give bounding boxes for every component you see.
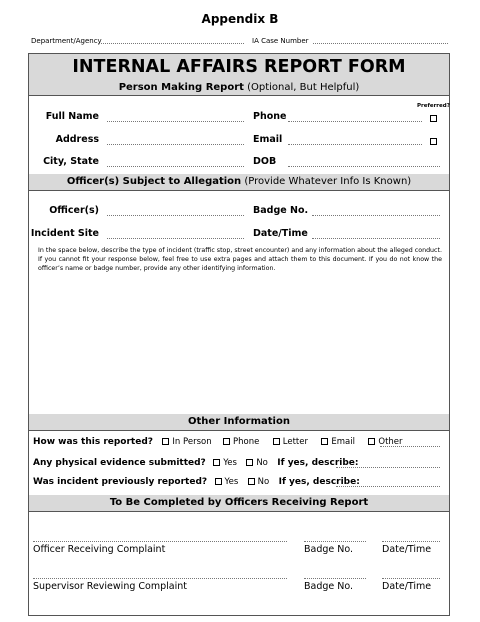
officer-receiving-badge-label: Badge No. (304, 544, 354, 555)
dob-field[interactable] (288, 166, 440, 167)
city-state-label: City, State (43, 156, 99, 167)
form-title: INTERNAL AFFAIRS REPORT FORM (29, 54, 449, 80)
email-field[interactable] (288, 144, 422, 145)
phone-option-label: Phone (233, 437, 260, 447)
previous-no-label: No (257, 477, 270, 487)
supervisor-badge-label: Badge No. (304, 581, 354, 592)
officer-receiving-label: Officer Receiving Complaint (33, 544, 166, 555)
phone-field[interactable] (288, 121, 422, 122)
dob-label: DOB (253, 156, 277, 167)
incident-instructions: In the space below, describe the type of incident (traffic stop, street encounter) and any information about the alleged conduct. If you cannot fit your response below, feel free to use extra pages and attach them to this document. If you do not know the officer’s name or badge number, provide any other identifying information. (38, 247, 442, 272)
email-preferred-checkbox[interactable] (430, 138, 437, 145)
previous-describe-field[interactable] (336, 486, 440, 487)
appendix-heading: Appendix B (201, 12, 279, 26)
supervisor-reviewing-label: Supervisor Reviewing Complaint (33, 581, 187, 592)
supervisor-badge-line[interactable] (304, 578, 366, 579)
supervisor-date-line[interactable] (382, 578, 440, 579)
supervisor-date-label: Date/Time (382, 581, 432, 592)
phone-label: Phone (253, 111, 287, 122)
badge-no-field[interactable] (312, 215, 440, 216)
case-number-label: IA Case Number (252, 37, 309, 45)
officer-receiving-badge-line[interactable] (304, 541, 366, 542)
department-field[interactable] (98, 43, 244, 44)
person-section-title: Person Making Report (118, 82, 244, 93)
email-checkbox[interactable] (321, 438, 328, 445)
case-number-field[interactable] (313, 43, 448, 44)
badge-no-label: Badge No. (253, 205, 309, 216)
receiving-section-title: To Be Completed by Officers Receiving Report (29, 495, 449, 511)
previous-report-question: Was incident previously reported? (33, 477, 208, 487)
address-field[interactable] (107, 144, 244, 145)
officer-section-title: Officer(s) Subject to Allegation (66, 176, 242, 187)
other-checkbox[interactable] (368, 438, 375, 445)
date-time-field[interactable] (312, 238, 440, 239)
how-reported-label: How was this reported? (33, 437, 154, 447)
person-section-header (29, 80, 449, 95)
evidence-describe-field[interactable] (336, 467, 440, 468)
evidence-yes-label: Yes (223, 458, 237, 468)
email-option-label: Email (331, 437, 355, 447)
full-name-label: Full Name (45, 111, 99, 122)
previous-no-checkbox[interactable] (248, 478, 255, 485)
previous-if-yes-label: If yes, describe: (278, 477, 360, 487)
letter-label: Letter (282, 437, 308, 447)
previous-report-row (33, 477, 360, 487)
in-person-checkbox[interactable] (162, 438, 169, 445)
letter-checkbox[interactable] (273, 438, 280, 445)
officer-receiving-date-line[interactable] (382, 541, 440, 542)
other-section-title: Other Information (29, 414, 449, 430)
in-person-label: In Person (172, 437, 212, 447)
officer-receiving-date-label: Date/Time (382, 544, 432, 555)
previous-yes-checkbox[interactable] (215, 478, 222, 485)
officers-field[interactable] (107, 215, 244, 216)
officer-section-note: (Provide Whatever Info Is Known) (244, 176, 412, 187)
phone-checkbox[interactable] (223, 438, 230, 445)
supervisor-signature-line[interactable] (33, 578, 287, 579)
phone-preferred-checkbox[interactable] (430, 115, 437, 122)
email-label: Email (253, 134, 283, 145)
other-field[interactable] (380, 446, 440, 447)
incident-site-field[interactable] (107, 238, 244, 239)
evidence-yes-checkbox[interactable] (213, 459, 220, 466)
evidence-no-label: No (256, 458, 268, 468)
evidence-question: Any physical evidence submitted? (33, 458, 206, 468)
department-label: Department/Agency (31, 37, 102, 45)
person-section-note: (Optional, But Helpful) (247, 82, 360, 93)
previous-yes-label: Yes (224, 477, 239, 487)
preferred-label: Preferred? (417, 103, 450, 109)
evidence-if-yes-label: If yes, describe: (277, 458, 359, 468)
date-time-label: Date/Time (253, 228, 308, 239)
city-state-field[interactable] (107, 166, 244, 167)
incident-site-label: Incident Site (30, 228, 99, 239)
address-label: Address (55, 134, 99, 145)
officer-section-header (29, 174, 449, 190)
evidence-row (33, 458, 358, 468)
officers-label: Officer(s) (49, 205, 99, 216)
full-name-field[interactable] (107, 121, 244, 122)
incident-description-area[interactable] (30, 276, 448, 413)
how-reported-row (33, 437, 403, 447)
officer-receiving-signature-line[interactable] (33, 541, 287, 542)
other-label: Other (378, 437, 403, 447)
evidence-no-checkbox[interactable] (246, 459, 253, 466)
